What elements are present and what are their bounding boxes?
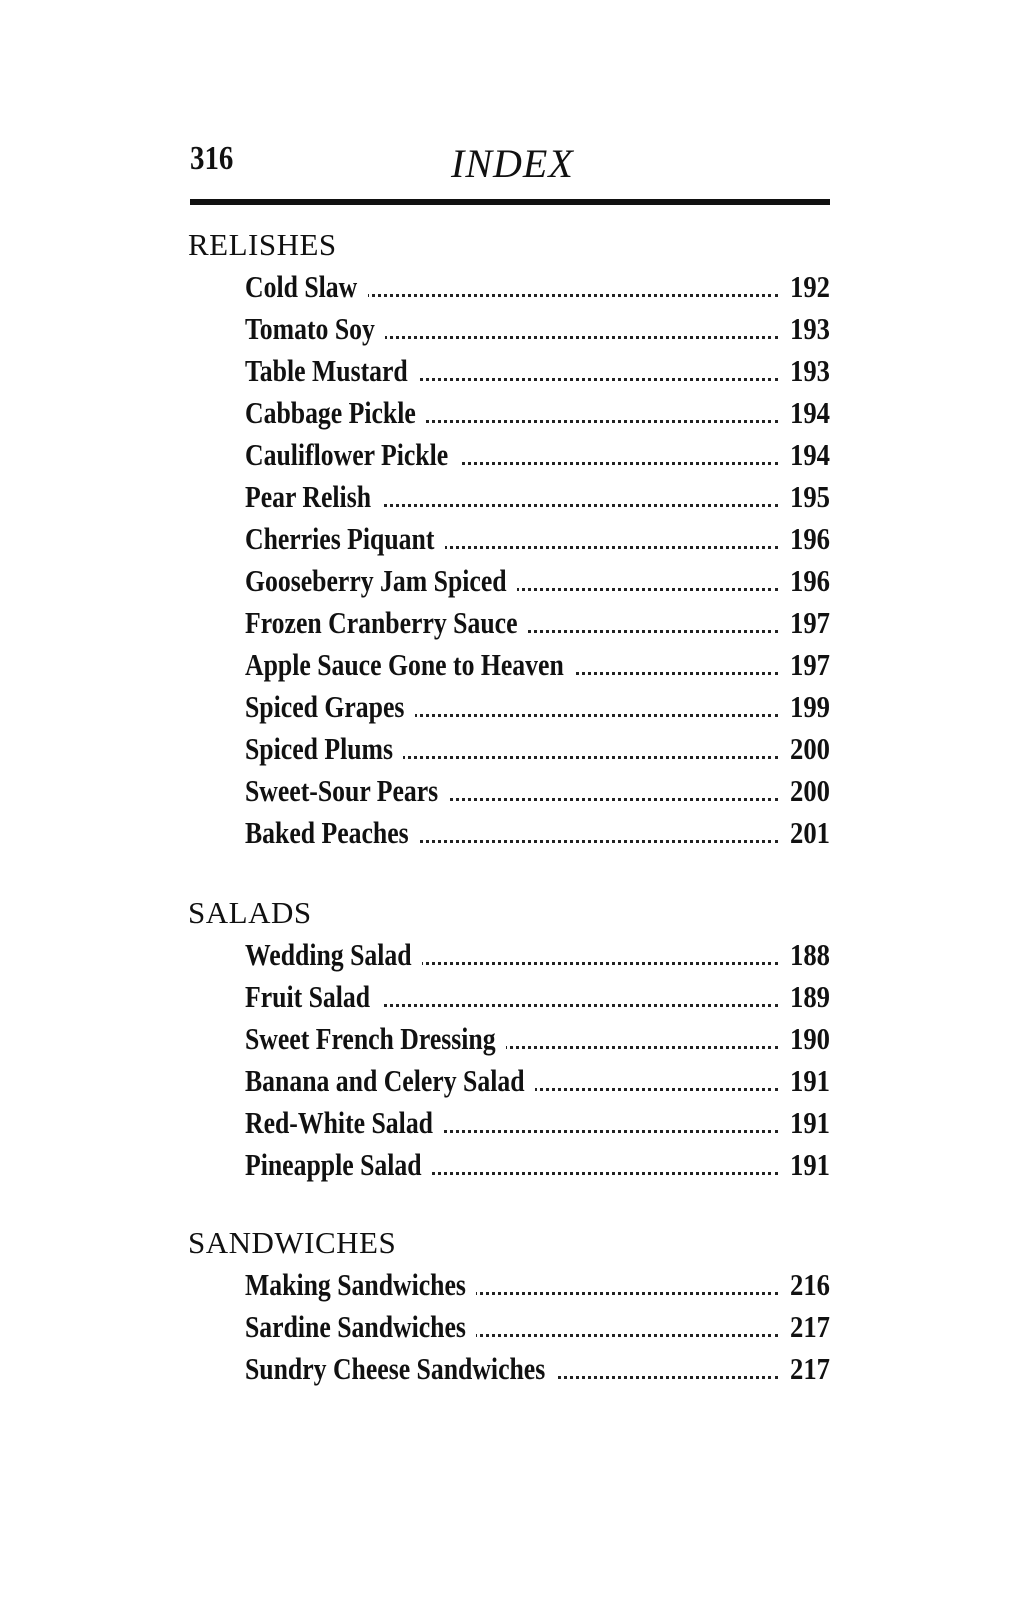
entry-label: Sundry Cheese Sandwiches — [245, 1351, 546, 1386]
entry-page-number: 193 — [785, 350, 830, 392]
entry-label: Spiced Plums — [245, 731, 393, 766]
index-entry — [245, 770, 830, 812]
entry-page-number: 195 — [785, 476, 830, 518]
entry-label: Sardine Sandwiches — [245, 1309, 466, 1344]
entry-page-number: 217 — [785, 1348, 830, 1390]
entry-label: Wedding Salad — [245, 937, 412, 972]
index-entry — [245, 1264, 830, 1306]
index-entry — [245, 392, 830, 434]
entry-label: Gooseberry Jam Spiced — [245, 563, 507, 598]
page-number: 316 — [190, 140, 234, 177]
index-entry — [245, 1144, 830, 1186]
index-entry — [245, 1306, 830, 1348]
entry-page-number: 216 — [785, 1264, 830, 1306]
entry-label: Tomato Soy — [245, 311, 375, 346]
section-title: RELISHES — [188, 227, 337, 262]
index-entry — [245, 1018, 830, 1060]
index-entry — [245, 476, 830, 518]
entry-page-number: 194 — [785, 392, 830, 434]
entry-label: Sweet-Sour Pears — [245, 773, 439, 808]
index-entry — [245, 1348, 830, 1390]
entry-label: Sweet French Dressing — [245, 1021, 496, 1056]
index-entry — [245, 728, 830, 770]
index-entry — [245, 602, 830, 644]
entry-label: Frozen Cranberry Sauce — [245, 605, 518, 640]
index-entry — [245, 686, 830, 728]
entry-label: Pineapple Salad — [245, 1147, 422, 1182]
entry-page-number: 200 — [785, 728, 830, 770]
entry-label: Baked Peaches — [245, 815, 409, 850]
index-entry — [245, 518, 830, 560]
entry-label: Banana and Celery Salad — [245, 1063, 525, 1098]
entry-page-number: 199 — [785, 686, 830, 728]
section-salads — [188, 892, 830, 1186]
entry-label: Spiced Grapes — [245, 689, 405, 724]
entry-list — [188, 266, 830, 854]
header-rule — [190, 199, 830, 205]
index-entry — [245, 644, 830, 686]
index-entry — [245, 560, 830, 602]
index-entry — [245, 1060, 830, 1102]
entry-label: Apple Sauce Gone to Heaven — [245, 647, 564, 682]
entry-page-number: 191 — [785, 1144, 830, 1186]
entry-label: Cold Slaw — [245, 269, 358, 304]
section-sandwiches — [188, 1222, 830, 1390]
entry-page-number: 194 — [785, 434, 830, 476]
entry-page-number: 196 — [785, 518, 830, 560]
entry-label: Pear Relish — [245, 479, 372, 514]
running-title: INDEX — [451, 141, 574, 186]
entry-label: Cherries Piquant — [245, 521, 435, 556]
entry-page-number: 197 — [785, 602, 830, 644]
index-entry — [245, 266, 830, 308]
entry-label: Fruit Salad — [245, 979, 371, 1014]
entry-page-number: 191 — [785, 1060, 830, 1102]
entry-page-number: 188 — [785, 934, 830, 976]
entry-page-number: 189 — [785, 976, 830, 1018]
entry-page-number: 190 — [785, 1018, 830, 1060]
page-header — [190, 140, 830, 190]
entry-label: Cabbage Pickle — [245, 395, 416, 430]
entry-page-number: 191 — [785, 1102, 830, 1144]
section-title: SANDWICHES — [188, 1225, 397, 1260]
index-entry — [245, 308, 830, 350]
entry-list — [188, 1264, 830, 1390]
entry-page-number: 217 — [785, 1306, 830, 1348]
section-relishes — [188, 224, 830, 854]
index-entry — [245, 976, 830, 1018]
index-entry — [245, 350, 830, 392]
entry-page-number: 193 — [785, 308, 830, 350]
entry-label: Making Sandwiches — [245, 1267, 466, 1302]
index-entry — [245, 434, 830, 476]
index-entry — [245, 812, 830, 854]
entry-page-number: 192 — [785, 266, 830, 308]
index-entry — [245, 1102, 830, 1144]
entry-page-number: 196 — [785, 560, 830, 602]
entry-page-number: 200 — [785, 770, 830, 812]
entry-label: Red-White Salad — [245, 1105, 433, 1140]
entry-list — [188, 934, 830, 1186]
entry-label: Cauliflower Pickle — [245, 437, 449, 472]
entry-label: Table Mustard — [245, 353, 408, 388]
entry-page-number: 197 — [785, 644, 830, 686]
section-title: SALADS — [188, 895, 312, 930]
index-entry — [245, 934, 830, 976]
entry-page-number: 201 — [785, 812, 830, 854]
